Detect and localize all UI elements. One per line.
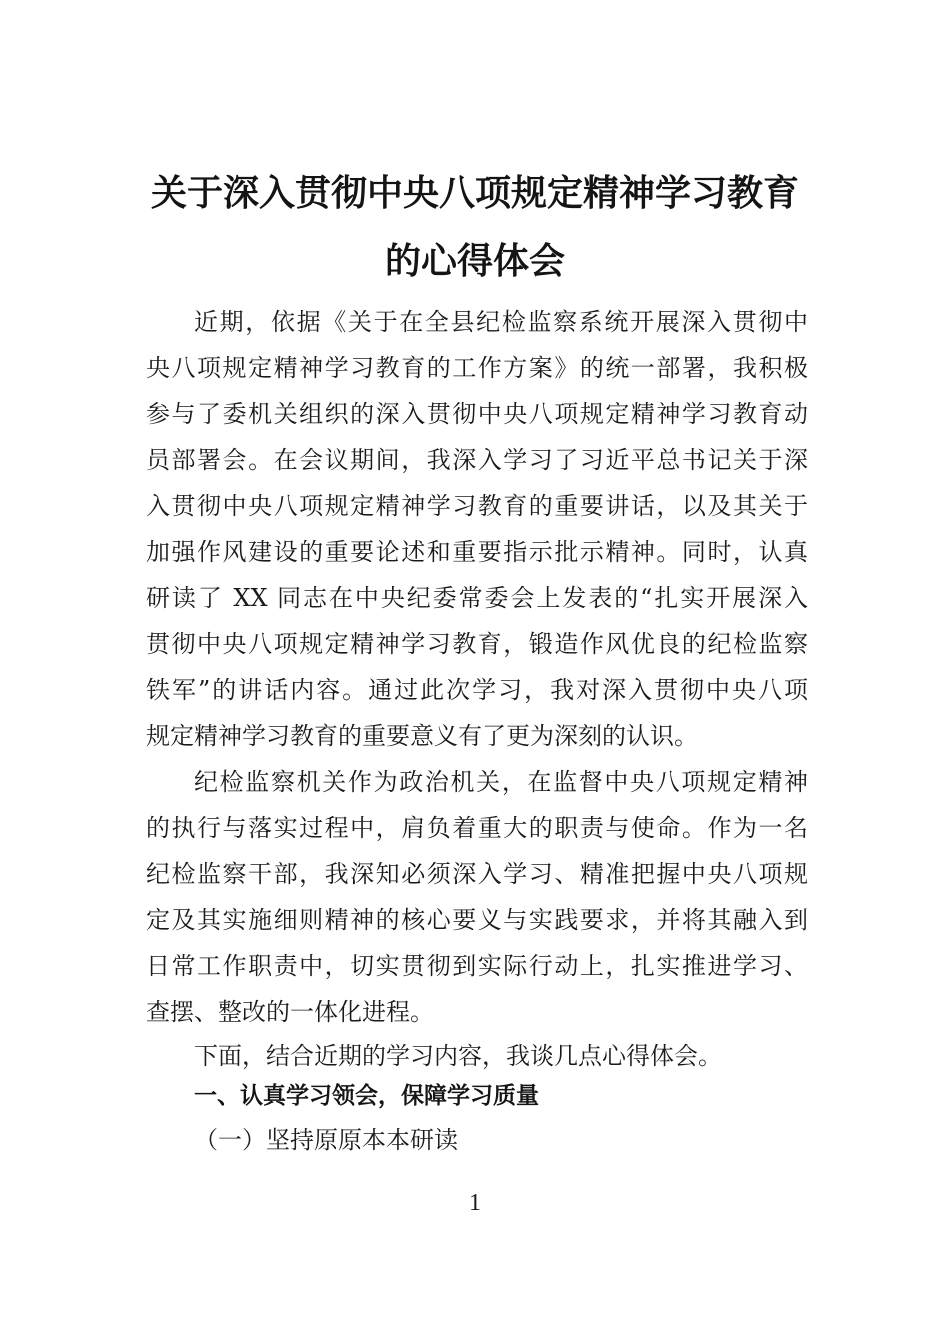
paragraph-1-line-9: 铁军”的讲话内容。通过此次学习，我对深入贯彻中央八项 [146,676,808,704]
paragraph-2-line-3: 纪检监察干部，我深知必须深入学习、精准把握中央八项规 [146,860,808,888]
paragraph-3: 下面，结合近期的学习内容，我谈几点心得体会。 [194,1042,722,1070]
page-number: 1 [469,1190,481,1216]
paragraph-1-line-10: 规定精神学习教育的重要意义有了更为深刻的认识。 [146,722,698,750]
paragraph-1-line-1: 近期，依据《关于在全县纪检监察系统开展深入贯彻中 [194,308,808,336]
paragraph-1-line-3: 参与了委机关组织的深入贯彻中央八项规定精神学习教育动 [146,400,808,428]
document-title-line-2: 的心得体会 [384,241,565,282]
paragraph-2-line-1: 纪检监察机关作为政治机关，在监督中央八项规定精神 [194,768,808,796]
paragraph-1-line-5: 入贯彻中央八项规定精神学习教育的重要讲话，以及其关于 [146,492,808,520]
section-heading-1: 一、认真学习领会，保障学习质量 [194,1083,539,1109]
paragraph-2-line-6: 查摆、整改的一体化进程。 [146,998,434,1026]
document-title-line-1: 关于深入贯彻中央八项规定精神学习教育 [150,173,799,214]
paragraph-1-line-6: 加强作风建设的重要论述和重要指示批示精神。同时，认真 [146,538,808,566]
paragraph-2-line-2: 的执行与落实过程中，肩负着重大的职责与使命。作为一名 [146,814,808,842]
paragraph-1-line-4: 员部署会。在会议期间，我深入学习了习近平总书记关于深 [146,446,808,474]
paragraph-1-line-8: 贯彻中央八项规定精神学习教育，锻造作风优良的纪检监察 [146,630,808,658]
paragraph-1-line-2: 央八项规定精神学习教育的工作方案》的统一部署，我积极 [146,354,808,382]
paragraph-2-line-4: 定及其实施细则精神的核心要义与实践要求，并将其融入到 [146,906,808,934]
paragraph-2-line-5: 日常工作职责中，切实贯彻到实际行动上，扎实推进学习、 [146,952,808,980]
paragraph-1-line-7: 研读了 XX 同志在中央纪委常委会上发表的“扎实开展深入 [146,584,808,612]
subsection-heading-1: （一）坚持原原本本研读 [194,1126,458,1154]
